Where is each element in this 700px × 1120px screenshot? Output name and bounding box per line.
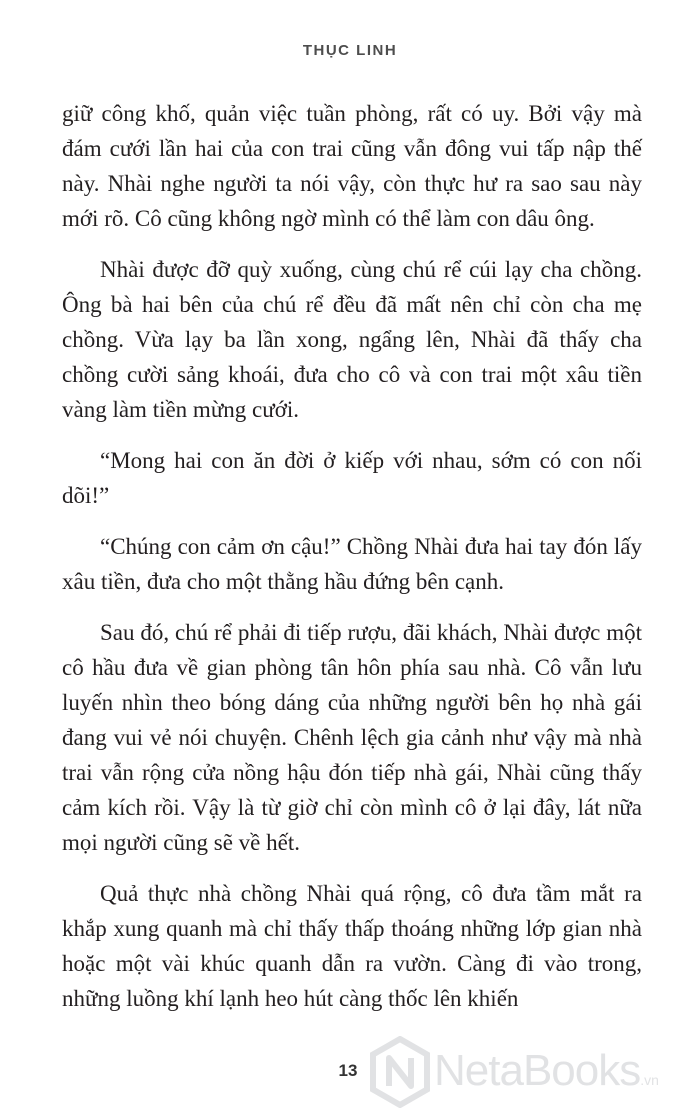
page-body <box>62 96 642 1032</box>
watermark-brand-name: NetaBooks <box>434 1046 641 1095</box>
paragraph-6: Quả thực nhà chồng Nhài quá rộng, cô đưa tầm mắt ra khắp xung quanh mà chỉ thấy thấp thoáng những lớp gian nhà hoặc một vài khúc quanh dẫn ra vườn. Càng đi vào trong, những luồng khí lạnh heo hút càng thốc lên khiến <box>62 881 642 1011</box>
netabooks-logo-icon <box>368 1036 432 1108</box>
page-number: 13 <box>338 1061 358 1080</box>
paragraph-5: Sau đó, chú rể phải đi tiếp rượu, đãi khách, Nhài được một cô hầu đưa về gian phòng tân hôn phía sau nhà. Cô vẫn lưu luyến nhìn theo bóng dáng của những người bên họ nhà gái đang vui vẻ nói chuyện. Chênh lệch gia cảnh như vậy mà nhà trai vẫn rộng cửa nồng hậu đón tiếp nhà gái, Nhài cũng thấy cảm kích rồi. Vậy là từ giờ chỉ còn mình cô ở lại đây, lát nữa mọi người cũng sẽ về hết. <box>62 620 642 855</box>
paragraph-4: “Chúng con cảm ơn cậu!” Chồng Nhài đưa hai tay đón lấy xâu tiền, đưa cho một thằng hầu đứng bên cạnh. <box>62 534 642 594</box>
watermark-brand-suffix: .vn <box>640 1072 659 1088</box>
watermark <box>368 1032 698 1112</box>
running-head-title: THỤC LINH <box>302 42 398 59</box>
paragraph-1: giữ công khố, quản việc tuần phòng, rất có uy. Bởi vậy mà đám cưới lần hai của con trai cũng vẫn đông vui tấp nập thế này. Nhài nghe người ta nói vậy, còn thực hư ra sao sau này mới rõ. Cô cũng không ngờ mình có thể làm con dâu ông. <box>62 101 642 231</box>
paragraph-3: “Mong hai con ăn đời ở kiếp với nhau, sớm có con nối dõi!” <box>62 448 642 508</box>
watermark-brand <box>434 1046 659 1096</box>
paragraph-2: Nhài được đỡ quỳ xuống, cùng chú rể cúi lạy cha chồng. Ông bà hai bên của chú rể đều đã mất nên chỉ còn cha mẹ chồng. Vừa lạy ba lần xong, ngẩng lên, Nhài đã thấy cha chồng cười sảng khoái, đưa cho cô và con trai một xâu tiền vàng làm tiền mừng cưới. <box>62 257 642 422</box>
